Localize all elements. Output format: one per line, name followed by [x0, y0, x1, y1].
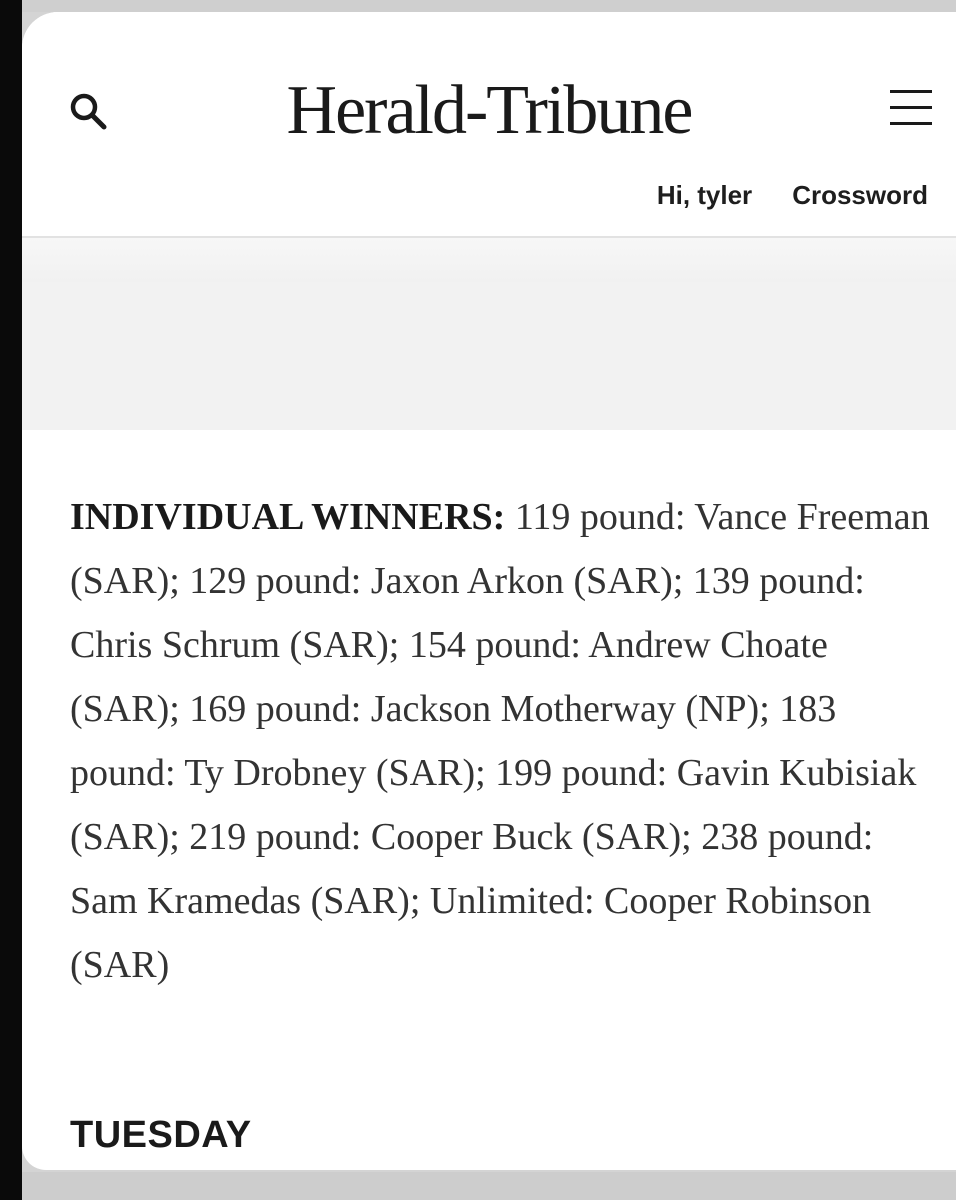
site-logo[interactable]: Herald-Tribune	[286, 72, 692, 149]
device-frame-top	[22, 0, 956, 12]
page-card	[22, 12, 956, 1170]
user-nav	[657, 180, 928, 211]
device-frame-bottom	[22, 1172, 956, 1200]
individual-winners-text: 119 pound: Vance Freeman (SAR); 129 pound: Jaxon Arkon (SAR); 139 pound: Chris Schrum (SAR); 154 pound: Andrew Choate (SAR); 169 pound: Jackson Motherway (NP); 183 pound: Ty Drobney (SAR); 199 pound: Gavin Kubisiak (SAR); 219 pound: Cooper Buck (SAR); 238 pound: Sam Kramedas (SAR); Unlimited: Cooper Robinson (SAR)	[70, 496, 930, 986]
device-frame-left	[0, 0, 22, 1200]
crossword-link[interactable]: Crossword	[792, 180, 928, 210]
hamburger-menu-icon[interactable]	[888, 90, 932, 126]
ad-strip	[22, 238, 956, 282]
section-heading: TUESDAY	[70, 1114, 252, 1156]
article-paragraph	[70, 485, 932, 997]
search-icon	[66, 90, 110, 134]
search-button[interactable]	[66, 90, 110, 134]
site-header	[22, 12, 956, 238]
individual-winners-label: INDIVIDUAL WINNERS:	[70, 496, 506, 538]
account-greeting-link[interactable]: Hi, tyler	[656, 180, 753, 210]
ad-placeholder	[22, 282, 956, 430]
